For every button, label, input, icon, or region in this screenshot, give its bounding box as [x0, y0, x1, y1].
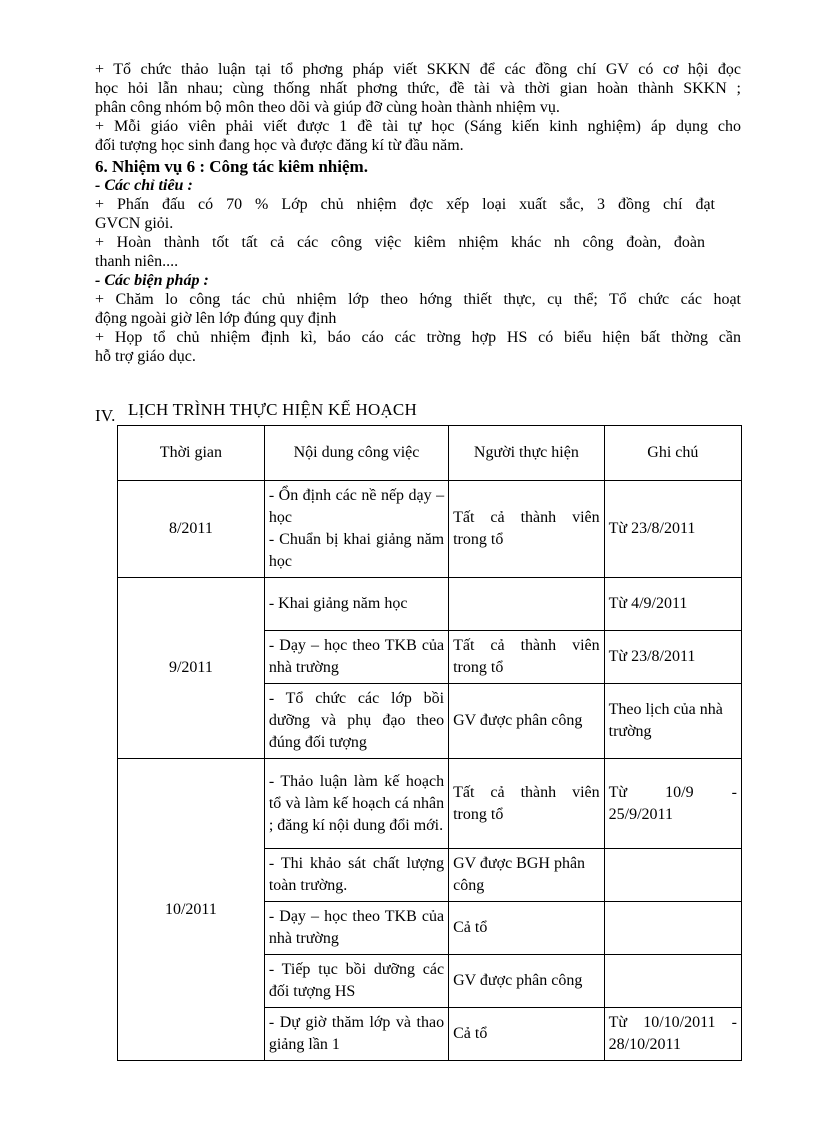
paragraph-line: + Họp tổ chủ nhiệm định kì, báo cáo các trờng hợp HS có biểu hiện bất thờng cần [95, 329, 741, 346]
section-number: IV. [95, 406, 116, 425]
content-cell: - Tổ chức các lớp bồi dưỡng và phụ đạo theo đúng đối tượng [264, 684, 448, 759]
paragraph-line: + Phấn đấu có 70 % Lớp chủ nhiệm đợc xếp loại xuất sắc, 3 đồng chí đạt [95, 196, 715, 213]
content-cell: - Dạy – học theo TKB của nhà trường [264, 902, 448, 955]
paragraph-line: thanh niên.... [95, 253, 179, 270]
content-cell: - Dạy – học theo TKB của nhà trường [264, 631, 448, 684]
column-header: Nội dung công việc [264, 426, 448, 481]
column-header: Người thực hiện [449, 426, 605, 481]
table-row [118, 578, 742, 631]
paragraph-line: học hỏi lẫn nhau; cùng thống nhất phơng thức, đề tài và thời gian hoàn thành SKKN ; [95, 80, 741, 97]
table-row [118, 759, 742, 849]
paragraph-line: + Tổ chức thảo luận tại tổ phơng pháp viết SKKN để các đồng chí GV có cơ hội đọc [95, 61, 741, 78]
person-cell: Tất cả thành viên trong tổ [449, 481, 605, 578]
person-cell: GV được BGH phân công [449, 849, 605, 902]
column-header: Ghi chú [604, 426, 741, 481]
task6-heading: 6. Nhiệm vụ 6 : Công tác kiêm nhiệm. [95, 157, 368, 176]
paragraph-line: + Mỗi giáo viên phải viết được 1 đề tài tự học (Sáng kiến kinh nghiệm) áp dụng cho [95, 118, 741, 135]
note-cell: Theo lịch của nhà trường [604, 684, 741, 759]
table-header-row [118, 426, 742, 481]
table-row [118, 481, 742, 578]
content-line: - Ổn định các nề nếp dạy – học - Chuẩn bị khai giảng năm học [268, 487, 445, 570]
content-cell: - Thi khảo sát chất lượng toàn trường. [264, 849, 448, 902]
content-cell: - Khai giảng năm học [264, 578, 448, 631]
paragraph-line: đối tượng học sinh đang học và được đăng kí từ đầu năm. [95, 137, 464, 154]
note-cell [604, 955, 741, 1008]
note-cell: Từ 4/9/2011 [604, 578, 741, 631]
note-cell: Từ 10/9 - 25/9/2011 [604, 759, 741, 849]
person-cell: Tất cả thành viên trong tổ [449, 631, 605, 684]
paragraph-line: phân công nhóm bộ môn theo dõi và giúp đỡ cùng hoàn thành nhiệm vụ. [95, 99, 560, 116]
person-cell [449, 578, 605, 631]
measures-label: - Các biện pháp : [95, 272, 209, 289]
note-cell [604, 902, 741, 955]
person-cell: Tất cả thành viên trong tổ [449, 759, 605, 849]
content-cell: - Dự giờ thăm lớp và thao giảng lần 1 [264, 1008, 448, 1061]
note-cell [604, 849, 741, 902]
person-cell: GV được phân công [449, 684, 605, 759]
content-cell [264, 481, 448, 578]
time-cell: 8/2011 [118, 481, 265, 578]
column-header: Thời gian [118, 426, 265, 481]
time-cell: 10/2011 [118, 759, 265, 1061]
schedule-table [117, 425, 742, 1061]
note-cell: Từ 10/10/2011 - 28/10/2011 [604, 1008, 741, 1061]
time-cell: 9/2011 [118, 578, 265, 759]
note-cell: Từ 23/8/2011 [604, 631, 741, 684]
paragraph-line: GVCN giỏi. [95, 215, 174, 232]
paragraph-line: động ngoài giờ lên lớp đúng quy định [95, 310, 337, 327]
paragraph-line: hỗ trợ giáo dục. [95, 348, 196, 365]
document-body [95, 60, 741, 366]
paragraph-line: + Hoàn thành tốt tất cả các công việc kiêm nhiệm khác nh công đoàn, đoàn [95, 234, 705, 251]
note-cell: Từ 23/8/2011 [604, 481, 741, 578]
person-cell: Cả tổ [449, 1008, 605, 1061]
paragraph-line: + Chăm lo công tác chủ nhiệm lớp theo hớng thiết thực, cụ thể; Tổ chức các hoạt [95, 291, 741, 308]
person-cell: GV được phân công [449, 955, 605, 1008]
person-cell: Cả tổ [449, 902, 605, 955]
content-cell: - Thảo luận làm kế hoạch tổ và làm kế hoạch cá nhân ; đăng kí nội dung đổi mới. [264, 759, 448, 849]
targets-label: - Các chỉ tiêu : [95, 177, 193, 194]
content-cell: - Tiếp tục bồi dưỡng các đối tượng HS [264, 955, 448, 1008]
section-title: LỊCH TRÌNH THỰC HIỆN KẾ HOẠCH [128, 400, 417, 419]
